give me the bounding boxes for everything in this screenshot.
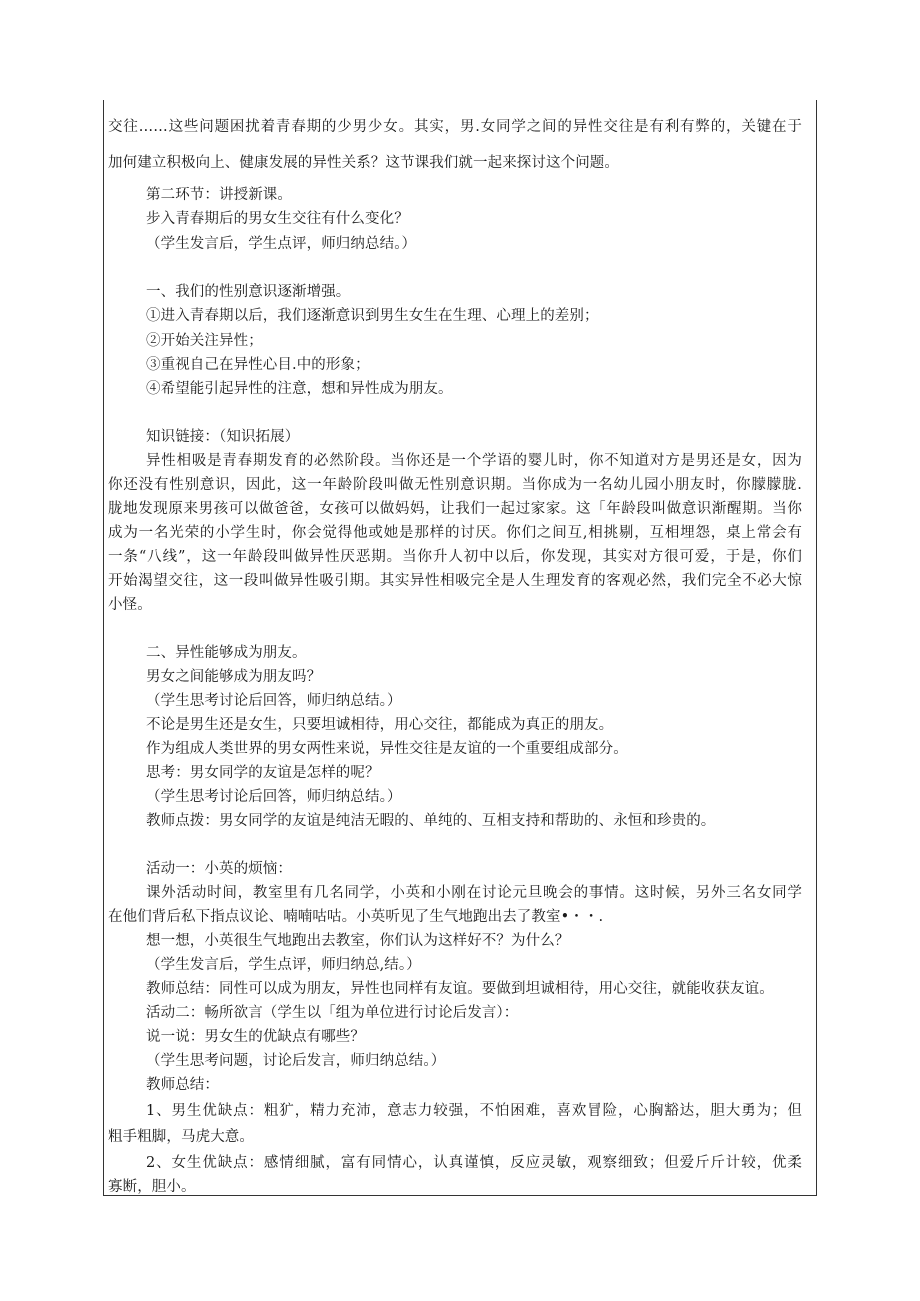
text-line: 在他们背后私下指点议论、喃喃咕咕。小英听见了生气地跑出去了教室•・・. [108,909,604,925]
question-line: 说一说：男女生的优缺点有哪些？ [146,1029,365,1045]
text-line: 加何建立积极向上、健康发展的异性关系？这节课我们就一起来探讨这个问题。 [108,155,619,171]
text-line: 不论是男生还是女生，只要坦诚相待，用心交往，都能成为真正的朋友。 [146,717,614,733]
text-line: 1、男生优缺点：粗犷，精力充沛，意志力较强，不怕困难，喜欢冒险，心胸豁达，胆大勇为；但 [146,1103,802,1119]
text-line: 教师总结：同性可以成为朋友，异性也同样有友谊。要做到坦诚相待，用心交往，就能收获友谊。 [146,981,774,997]
text-line: 2、女生优缺点：感情细腻，富有同情心，认真谨慎，反应灵敏，观察细致；但爱斤斤计较，优柔 [146,1155,802,1171]
list-item: ④希望能引起异性的注意，想和异性成为朋友。 [146,381,453,397]
text-line: 开始渴望交往，这一段叫做异性吸引期。其实异性相吸完全是人生理发育的客观必然，我们完全不必大惊 [108,573,802,589]
instruction-line: （学生思考讨论后回答，师归纳总结。） [146,789,402,805]
text-line: 交往……这些问题困扰着青春期的少男少女。其实，男.女同学之间的异性交往是有利有弊的，关键在于 [108,119,802,135]
text-line: 成为一名光荣的小学生时，你会觉得他或她是那样的讨厌。你们之间互,相挑剔，互相埋怨，桌上常会有 [108,525,802,541]
section-heading: 第二环节：讲授新课。 [146,187,292,203]
text-line: 教师点拨：男女同学的友谊是纯洁无暇的、单纯的、互相支持和帮助的、永恒和珍贵的。 [146,813,716,829]
activity-heading: 活动一：小英的烦恼： [146,861,292,877]
section-heading: 一、我们的性别意识逐渐增强。 [146,284,351,300]
list-item: ①进入青春期以后，我们逐渐意识到男生女生在生理、心理上的差别； [146,308,599,324]
text-line: 教师总结： [146,1077,219,1093]
text-line: 异性相吸是青春期发育的必然阶段。当你还是一个学语的婴儿时，你不知道对方是男还是女，因为 [146,453,802,469]
text-line: 胧地发现原来男孩可以做爸爸，女孩可以做妈妈，让我们一起过家家。这「年龄段叫做意识渐醒期。当你 [108,501,802,517]
question-line: 思考：男女同学的友谊是怎样的呢？ [146,765,380,781]
knowledge-link-heading: 知识链接：（知识拓展） [146,429,300,445]
text-line: 你还没有性别意识，因此，这一年龄阶段叫做无性别意识期。当你成为一名幼儿园小朋友时，你朦朦胧. [108,477,802,493]
text-line: 作为组成人类世界的男女两性来说，异性交往是友谊的一个重要组成部分。 [146,741,628,757]
list-item: ③重视自己在异性心目.中的形象； [146,357,370,373]
section-heading: 二、异性能够成为朋友。 [146,645,307,661]
text-line: 寡断，胆小。 [108,1179,196,1195]
text-line: 小怪。 [108,597,152,613]
text-line: 粗手粗脚，马虎大意。 [108,1129,254,1145]
list-item: ②开始关注异性； [146,333,263,349]
activity-heading: 活动二：畅所欲言（学生以「组为单位进行讨论后发言）： [146,1005,519,1021]
instruction-line: （学生发言后，学生点评，师归纳总结。） [146,236,417,252]
question-line: 想一想，小英很生气地跑出去教室，你们认为这样好不？为什么？ [146,933,570,949]
text-line: 一条“八线”，这一年龄段叫做异性厌恶期。当你升人初中以后，你发现，其实对方很可爱，于是，你们 [108,549,802,565]
instruction-line: （学生发言后，学生点评，师归纳总,结。） [146,957,421,973]
instruction-line: （学生思考问题，讨论后发言，师归纳总结。） [146,1053,446,1069]
question-line: 男女之间能够成为朋友吗？ [146,669,322,685]
instruction-line: （学生思考讨论后回答，师归纳总结。） [146,693,402,709]
question-line: 步入青春期后的男女生交往有什么变化？ [146,211,409,227]
text-line: 课外活动时间，教室里有几名同学，小英和小刚在讨论元旦晚会的事情。这时候，另外三名女同学 [146,885,802,901]
